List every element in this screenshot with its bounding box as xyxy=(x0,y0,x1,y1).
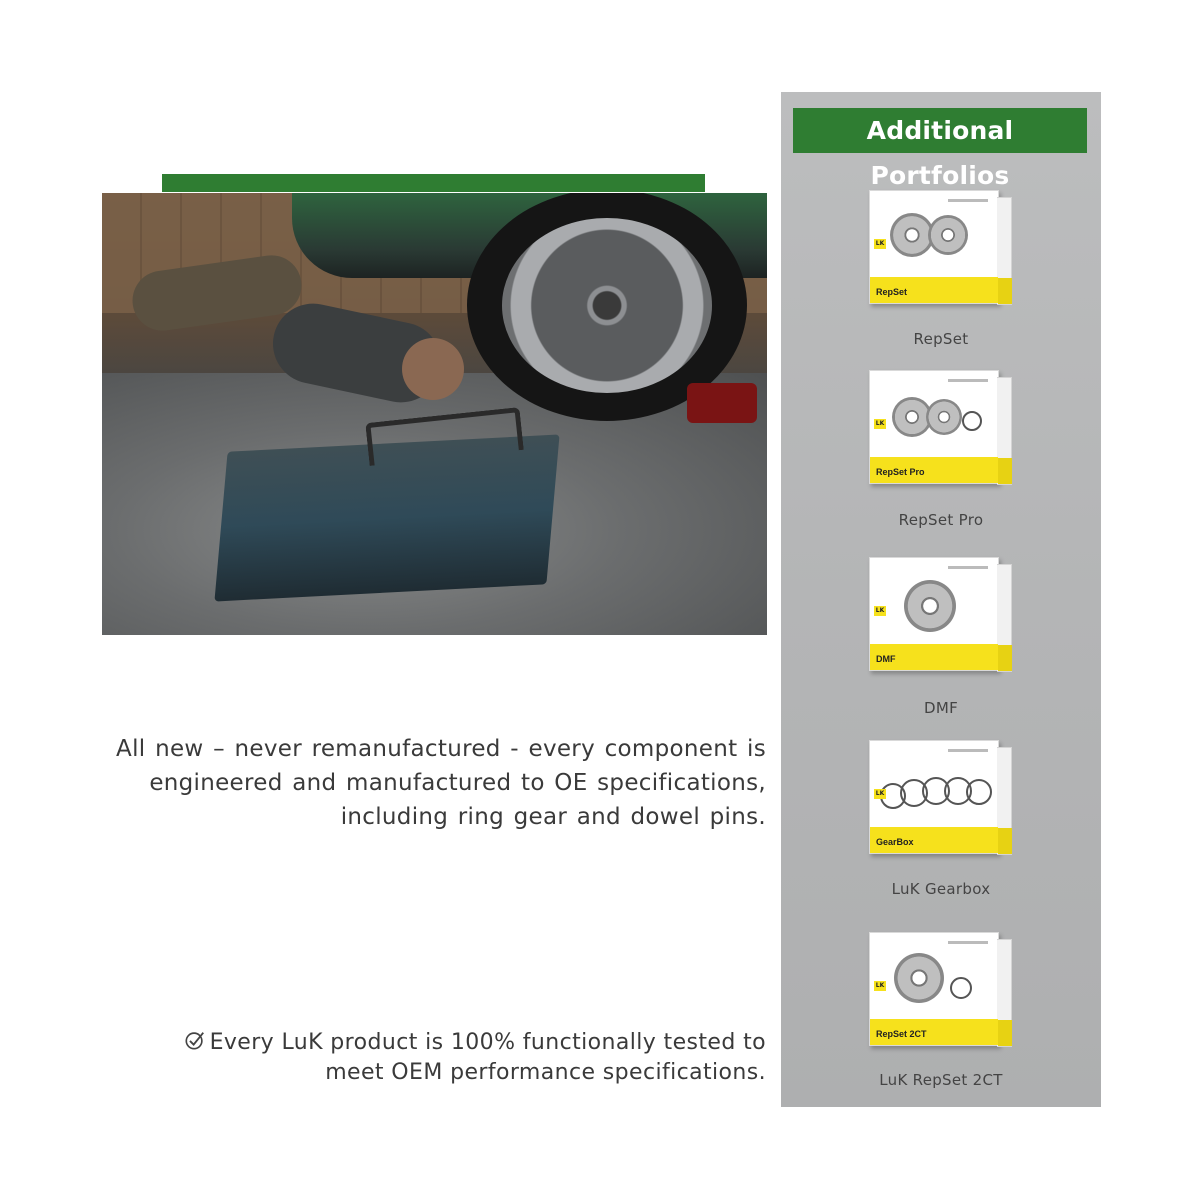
pressure-plate-icon xyxy=(926,399,962,435)
mechanic-head xyxy=(402,338,464,400)
product-box xyxy=(869,370,999,484)
box-label: RepSet Pro xyxy=(876,467,925,477)
product-box xyxy=(869,190,999,304)
luk-logo: LK xyxy=(875,982,885,989)
box-side-yellow xyxy=(998,645,1012,671)
product-caption: RepSet Pro xyxy=(898,511,984,529)
bearing-icon xyxy=(962,411,982,431)
box-label: RepSet 2CT xyxy=(876,1029,927,1039)
panel-title: Additional Portfolios xyxy=(793,108,1087,153)
box-side-yellow xyxy=(998,828,1012,854)
additional-portfolios-panel xyxy=(781,92,1101,1107)
product-box xyxy=(869,932,999,1046)
flywheel-icon xyxy=(904,580,956,632)
pressure-plate-icon xyxy=(928,215,968,255)
luk-logo: LK xyxy=(875,240,885,247)
product-caption: RepSet xyxy=(913,330,969,348)
box-brand-strip xyxy=(948,941,988,944)
tested-statement xyxy=(160,1028,766,1088)
product-box xyxy=(869,557,999,671)
photo-accent-bar xyxy=(162,174,705,192)
product-caption: LuK Gearbox xyxy=(891,880,991,898)
floor-jack xyxy=(687,383,757,423)
box-brand-strip xyxy=(948,379,988,382)
luk-logo: LK xyxy=(875,420,885,427)
box-label: DMF xyxy=(876,654,896,664)
box-label: RepSet xyxy=(876,287,908,297)
box-label: GearBox xyxy=(876,837,914,847)
product-caption: DMF xyxy=(923,699,959,717)
box-brand-strip xyxy=(948,566,988,569)
product-caption: LuK RepSet 2CT xyxy=(879,1071,1003,1089)
mechanic-photo xyxy=(102,193,767,635)
gear-ring-icon xyxy=(966,779,992,805)
box-side-yellow xyxy=(998,1020,1012,1046)
check-circle-icon xyxy=(184,1029,206,1051)
box-side-yellow xyxy=(998,458,1012,484)
feature-paragraph: All new – never remanufactured - every component is engineered and manufactured to OE specifications, including ring gear and dowel pins. xyxy=(116,736,766,830)
car-rim xyxy=(502,218,712,393)
box-brand-strip xyxy=(948,199,988,202)
bearing-icon xyxy=(950,977,972,999)
box-side-yellow xyxy=(998,278,1012,304)
luk-logo: LK xyxy=(875,607,885,614)
dual-clutch-icon xyxy=(894,953,944,1003)
luk-logo: LK xyxy=(875,790,885,797)
tested-text: Every LuK product is 100% functionally tested to meet OEM performance specifications. xyxy=(209,1030,766,1085)
box-brand-strip xyxy=(948,749,988,752)
product-box xyxy=(869,740,999,854)
